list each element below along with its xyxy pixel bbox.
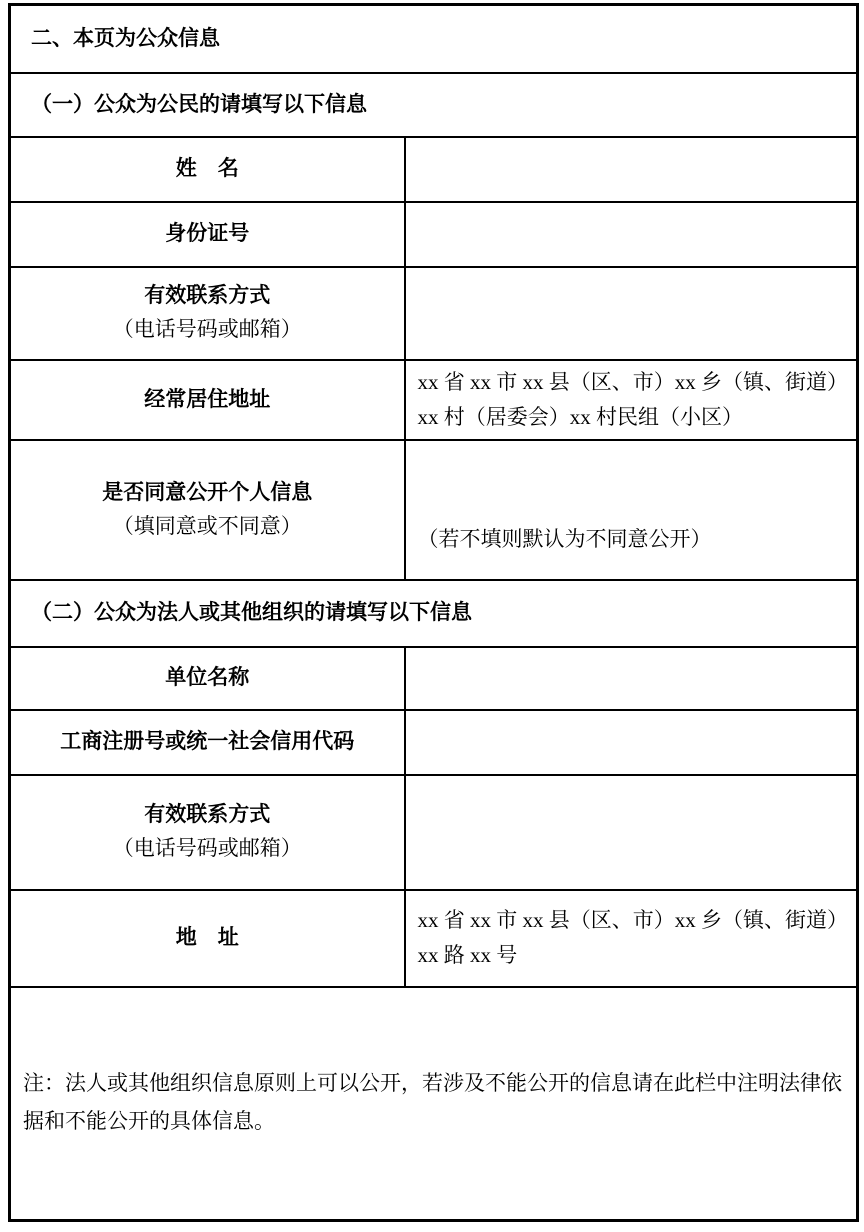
row-consent — [10, 440, 858, 580]
row-contact-org — [10, 775, 858, 890]
name-label: 姓 名 — [10, 137, 405, 202]
contact-citizen-label-cell — [10, 267, 405, 360]
row-org-name — [10, 647, 858, 710]
consent-label-cell — [10, 440, 405, 580]
row-note — [10, 987, 858, 1221]
consent-value-cell[interactable]: （若不填则默认为不同意公开） — [405, 440, 858, 580]
row-section-organization-header — [10, 580, 858, 647]
row-org-address — [10, 890, 858, 987]
row-section-citizen-header — [10, 73, 858, 137]
residence-address-value-cell[interactable]: xx 省 xx 市 xx 县（区、市）xx 乡（镇、街道）xx 村（居委会）xx 村民组（小区） — [405, 360, 858, 440]
org-address-value-cell[interactable]: xx 省 xx 市 xx 县（区、市）xx 乡（镇、街道）xx 路 xx 号 — [405, 890, 858, 987]
contact-citizen-value-cell[interactable] — [405, 267, 858, 360]
row-id-number — [10, 202, 858, 267]
row-business-reg-number — [10, 710, 858, 775]
row-page-title — [10, 5, 858, 73]
row-contact-citizen — [10, 267, 858, 360]
page-title: 二、本页为公众信息 — [10, 5, 858, 73]
public-info-form-table — [8, 3, 859, 1222]
name-value-cell[interactable] — [405, 137, 858, 202]
business-reg-number-label: 工商注册号或统一社会信用代码 — [10, 710, 405, 775]
org-name-value-cell[interactable] — [405, 647, 858, 710]
contact-citizen-label: 有效联系方式 — [144, 284, 271, 308]
org-name-label: 单位名称 — [10, 647, 405, 710]
residence-address-label: 经常居住地址 — [10, 360, 405, 440]
contact-org-sublabel: （电话号码或邮箱） — [112, 836, 302, 860]
section-citizen-header: （一）公众为公民的请填写以下信息 — [10, 73, 858, 137]
id-number-value-cell[interactable] — [405, 202, 858, 267]
contact-org-label-cell — [10, 775, 405, 890]
note-text[interactable]: 注：法人或其他组织信息原则上可以公开，若涉及不能公开的信息请在此栏中注明法律依据和不能公开的具体信息。 — [10, 987, 858, 1221]
consent-label: 是否同意公开个人信息 — [102, 480, 313, 504]
consent-sublabel: （填同意或不同意） — [112, 513, 302, 538]
contact-citizen-sublabel: （电话号码或邮箱） — [112, 317, 302, 341]
section-organization-header: （二）公众为法人或其他组织的请填写以下信息 — [10, 580, 858, 647]
org-address-label: 地 址 — [10, 890, 405, 987]
id-number-label: 身份证号 — [10, 202, 405, 267]
row-name — [10, 137, 858, 202]
row-residence-address — [10, 360, 858, 440]
contact-org-label: 有效联系方式 — [144, 803, 271, 827]
business-reg-number-value-cell[interactable] — [405, 710, 858, 775]
contact-org-value-cell[interactable] — [405, 775, 858, 890]
